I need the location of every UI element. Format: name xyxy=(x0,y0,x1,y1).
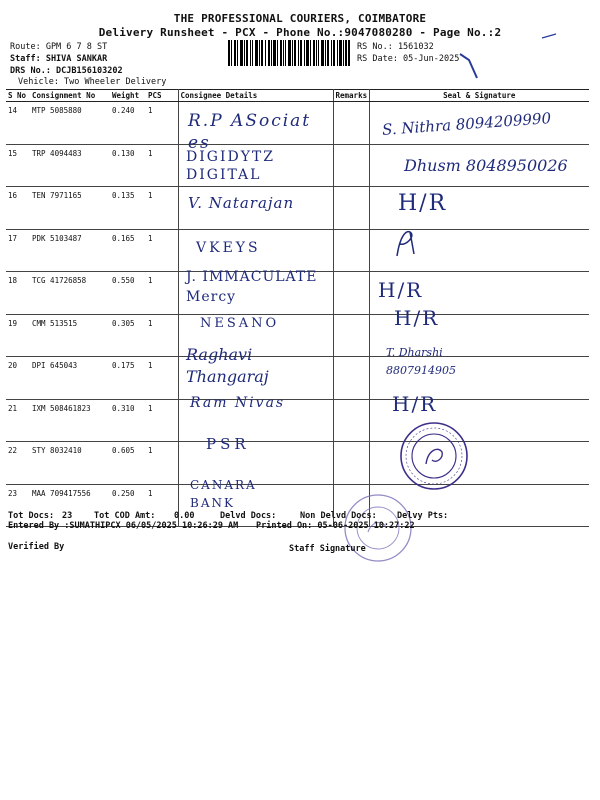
handwritten-signature: Dhusm 8048950026 xyxy=(404,156,568,175)
non-delvd-docs: Non Delvd Docs: xyxy=(300,511,377,521)
cell-weight: 0.175 xyxy=(110,357,146,400)
cell-sno: 19 xyxy=(6,314,30,357)
vehicle: Vehicle: Two Wheeler Delivery xyxy=(18,77,167,87)
cell-pcs: 1 xyxy=(146,272,178,315)
table-row xyxy=(6,229,589,272)
handwritten-consignee: J. IMMACULATE Mercy xyxy=(186,269,318,305)
rs-no: RS No.: 1561032 xyxy=(357,42,434,52)
handwritten-signature-mark xyxy=(392,226,422,260)
cell-pcs: 1 xyxy=(146,399,178,442)
cell-remarks xyxy=(333,229,369,272)
cell-consignment: DPI 645043 xyxy=(30,357,110,400)
cell-pcs: 1 xyxy=(146,314,178,357)
handwritten-signature: H/R xyxy=(378,278,424,302)
handwritten-signature: H/R xyxy=(394,306,440,330)
cell-sno: 22 xyxy=(6,442,30,485)
handwritten-consignee: Raghavi Thangaraj xyxy=(186,345,269,386)
cell-sno: 16 xyxy=(6,187,30,230)
handwritten-signature: S. Nithra 8094209990 xyxy=(381,109,552,139)
cell-consignment: IXM 508461823 xyxy=(30,399,110,442)
handwritten-consignee: PSR xyxy=(206,435,250,453)
cod-value: 0.00 xyxy=(174,511,195,521)
handwritten-consignee: R.P ASociat es xyxy=(188,111,312,153)
cell-weight: 0.250 xyxy=(110,484,146,527)
cod-label: Tot COD Amt: xyxy=(94,511,156,521)
cell-sno: 20 xyxy=(6,357,30,400)
verified-by: Verified By xyxy=(8,542,65,552)
col-remarks: Remarks xyxy=(333,90,369,102)
drs-no: DRS No.: DCJB156103202 xyxy=(10,66,123,76)
cell-consignment: STY 8032410 xyxy=(30,442,110,485)
cell-consignment: MAA 709417556 xyxy=(30,484,110,527)
cell-weight: 0.130 xyxy=(110,144,146,187)
seal-stamp xyxy=(398,420,470,492)
table-row xyxy=(6,187,589,230)
cell-pcs: 1 xyxy=(146,357,178,400)
cell-pcs: 1 xyxy=(146,442,178,485)
printed-on: Printed On: 05-06-2025 10:27:22 xyxy=(256,521,415,531)
handwritten-consignee: Ram Nivas xyxy=(190,395,286,411)
cell-sno: 23 xyxy=(6,484,30,527)
col-sno: S No xyxy=(6,90,30,102)
tot-docs-value: 23 xyxy=(62,511,73,521)
cell-sno: 21 xyxy=(6,399,30,442)
runsheet-subtitle: Delivery Runsheet - PCX - Phone No.:9047080280 - Page No.:2 xyxy=(98,26,502,39)
handwritten-consignee: DIGIDYTZ DIGITAL xyxy=(186,149,276,183)
col-weight: Weight xyxy=(110,90,146,102)
cell-pcs: 1 xyxy=(146,229,178,272)
cell-weight: 0.165 xyxy=(110,229,146,272)
cell-pcs: 1 xyxy=(146,484,178,527)
cell-remarks xyxy=(333,272,369,315)
col-pcs: PCS xyxy=(146,90,178,102)
col-consignment: Consignment No xyxy=(30,90,110,102)
cell-pcs: 1 xyxy=(146,187,178,230)
pen-mark-small xyxy=(540,30,560,42)
cell-weight: 0.605 xyxy=(110,442,146,485)
cell-sno: 17 xyxy=(6,229,30,272)
tot-docs-label: Tot Docs: xyxy=(8,511,55,521)
handwritten-consignee: CANARA BANK xyxy=(190,478,257,510)
cell-sno: 15 xyxy=(6,144,30,187)
cell-consignment: MTP 5085880 xyxy=(30,102,110,145)
cell-consignment: CMM 513515 xyxy=(30,314,110,357)
delvd-docs: Delvd Docs: xyxy=(220,511,277,521)
handwritten-consignee: NESANO xyxy=(200,316,280,331)
col-consignee: Consignee Details xyxy=(178,90,333,102)
cell-weight: 0.550 xyxy=(110,272,146,315)
cell-consignment: TRP 4094483 xyxy=(30,144,110,187)
table-row xyxy=(6,399,589,442)
pen-mark xyxy=(455,48,495,88)
cell-remarks xyxy=(333,399,369,442)
cell-pcs: 1 xyxy=(146,102,178,145)
cell-remarks xyxy=(333,357,369,400)
cell-sno: 18 xyxy=(6,272,30,315)
handwritten-consignee: V. Natarajan xyxy=(188,194,295,212)
cell-remarks xyxy=(333,314,369,357)
company-title: THE PROFESSIONAL COURIERS, COIMBATORE xyxy=(173,12,427,25)
cell-remarks xyxy=(333,144,369,187)
handwritten-signature: H/R xyxy=(392,392,438,416)
handwritten-signature: H/R xyxy=(398,191,448,216)
table-header xyxy=(6,90,589,102)
staff-signature: Staff Signature xyxy=(289,544,366,554)
rs-date: RS Date: 05-Jun-2025 xyxy=(357,54,460,64)
handwritten-consignee: VKEYS xyxy=(196,240,261,256)
cell-consignment: PDK 5103487 xyxy=(30,229,110,272)
barcode xyxy=(228,40,350,66)
cell-pcs: 1 xyxy=(146,144,178,187)
cell-weight: 0.240 xyxy=(110,102,146,145)
delvy-pts: Delvy Pts: xyxy=(397,511,449,521)
cell-remarks xyxy=(333,102,369,145)
cell-weight: 0.305 xyxy=(110,314,146,357)
cell-sno: 14 xyxy=(6,102,30,145)
cell-weight: 0.310 xyxy=(110,399,146,442)
col-signature: Seal & Signature xyxy=(369,90,589,102)
cell-remarks xyxy=(333,187,369,230)
handwritten-signature: T. Dharshi 8807914905 xyxy=(386,346,456,377)
staff: Staff: SHIVA SANKAR xyxy=(10,54,108,64)
route: Route: GPM 6 7 8 ST xyxy=(10,42,108,52)
cell-weight: 0.135 xyxy=(110,187,146,230)
entered-by: Entered By :SUMATHIPCX 06/05/2025 10:26:29 AM xyxy=(8,521,239,531)
cell-remarks xyxy=(333,442,369,485)
cell-consignment: TEN 7971165 xyxy=(30,187,110,230)
cell-consignment: TCG 41726858 xyxy=(30,272,110,315)
